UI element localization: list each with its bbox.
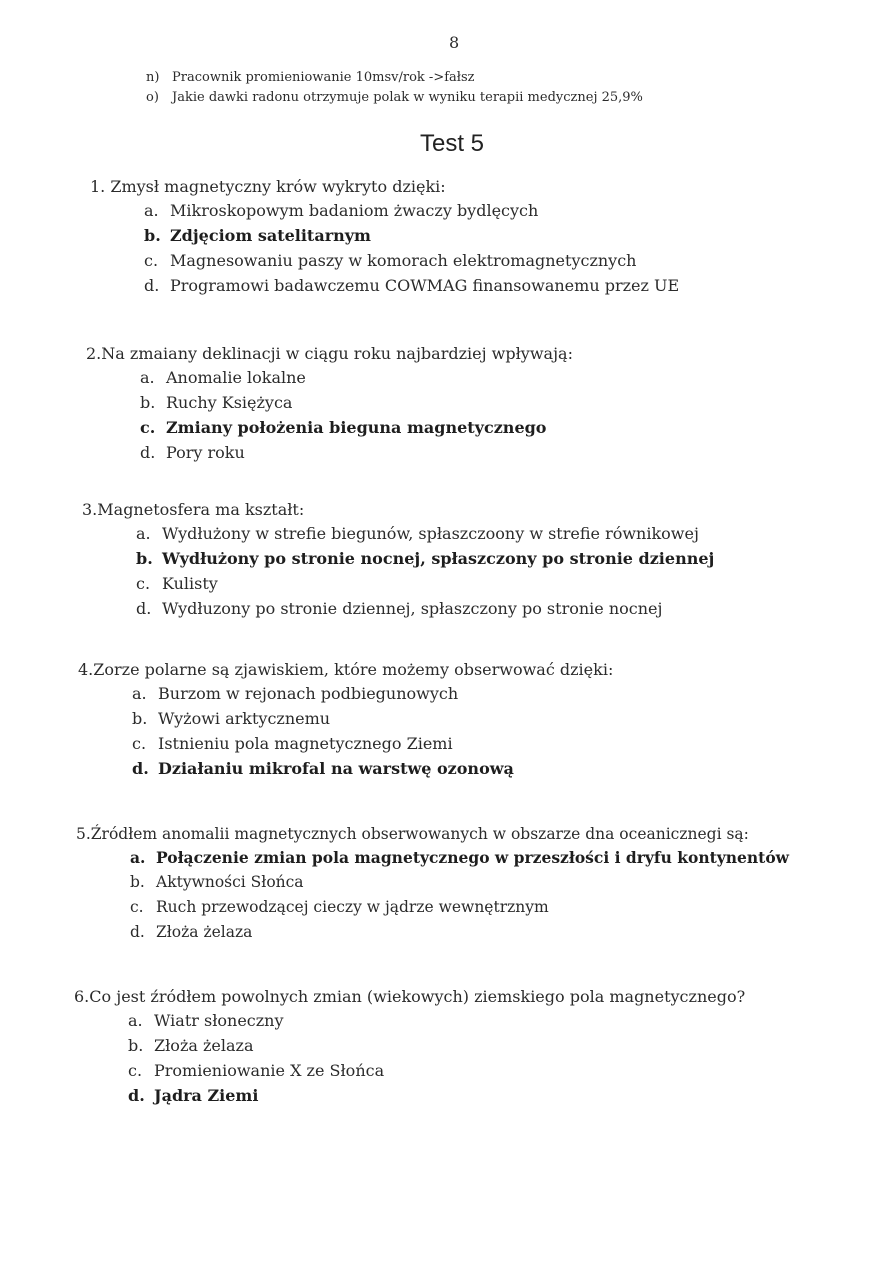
- option-letter: d.: [130, 923, 145, 941]
- option-d: [144, 273, 679, 298]
- option-letter: c.: [128, 1061, 143, 1080]
- question-text: 5.Źródłem anomalii magnetycznych obserwowanych w obszarze dna oceanicznegi są:: [76, 825, 749, 843]
- option-text: Złoża żelaza: [156, 923, 253, 941]
- option-text: Wydłuzony po stronie dziennej, spłaszczony po stronie nocnej: [162, 599, 663, 618]
- option-c: [132, 731, 613, 756]
- option-letter: b.: [130, 873, 145, 891]
- option-letter: a.: [140, 368, 155, 387]
- option-letter: a.: [144, 201, 159, 220]
- option-a: [144, 198, 679, 223]
- option-letter: d.: [136, 599, 152, 618]
- option-text: Ruch przewodzącej cieczy w jądrze wewnętrznym: [156, 898, 549, 916]
- option-letter: a.: [136, 524, 151, 543]
- option-letter: c.: [144, 251, 159, 270]
- option-text: Promieniowanie X ze Słońca: [154, 1061, 385, 1080]
- question-5: [76, 823, 789, 945]
- option-b: [132, 706, 613, 731]
- list-item: [146, 88, 643, 108]
- option-text: Zmiany położenia bieguna magnetycznego: [166, 418, 547, 437]
- option-b: [130, 870, 789, 895]
- question-4: [78, 659, 613, 781]
- previous-items: [146, 68, 643, 108]
- option-letter: c.: [130, 898, 144, 916]
- option-a-correct: [130, 845, 789, 870]
- item-text: Pracownik promieniowanie 10msv/rok ->fałsz: [172, 70, 475, 85]
- option-text: Anomalie lokalne: [166, 368, 306, 387]
- answer-options: [130, 845, 789, 945]
- option-d-correct: [132, 756, 613, 781]
- question-text: 4.Zorze polarne są zjawiskiem, które możemy obserwować dzięki:: [78, 660, 614, 679]
- answer-options: [132, 681, 613, 781]
- item-letter: o): [146, 90, 159, 105]
- question-2: [86, 343, 573, 465]
- option-letter: c.: [132, 734, 147, 753]
- option-letter: c.: [136, 574, 151, 593]
- page-number: 8: [449, 33, 460, 52]
- option-text: Złoża żelaza: [154, 1036, 254, 1055]
- answer-options: [136, 521, 714, 621]
- option-text: Burzom w rejonach podbiegunowych: [158, 684, 459, 703]
- question-text: 6.Co jest źródłem powolnych zmian (wiekowych) ziemskiego pola magnetycznego?: [74, 987, 746, 1006]
- option-letter: d.: [132, 759, 149, 778]
- option-text: Działaniu mikrofal na warstwę ozonową: [158, 759, 514, 778]
- test-title: Test 5: [420, 130, 485, 157]
- option-c: [136, 571, 714, 596]
- option-text: Wydłużony po stronie nocnej, spłaszczony po stronie dziennej: [162, 549, 715, 568]
- option-text: Aktywności Słońca: [156, 873, 304, 891]
- question-text: 2.Na zmaiany deklinacji w ciągu roku najbardziej wpływają:: [86, 344, 573, 363]
- option-a: [136, 521, 714, 546]
- option-letter: d.: [128, 1086, 145, 1105]
- option-text: Wydłużony w strefie biegunów, spłaszczoony w strefie równikowej: [162, 524, 699, 543]
- question-text: 1. Zmysł magnetyczny krów wykryto dzięki:: [90, 177, 446, 196]
- option-a: [140, 365, 573, 390]
- option-letter: d.: [144, 276, 160, 295]
- answer-options: [144, 198, 679, 298]
- item-text: Jakie dawki radonu otrzymuje polak w wyniku terapii medycznej 25,9%: [172, 90, 643, 105]
- option-text: Istnieniu pola magnetycznego Ziemi: [158, 734, 453, 753]
- option-letter: a.: [128, 1011, 143, 1030]
- option-c: [130, 895, 789, 920]
- option-text: Połączenie zmian pola magnetycznego w przeszłości i dryfu kontynentów: [156, 848, 789, 867]
- option-letter: b.: [132, 709, 148, 728]
- option-a: [132, 681, 613, 706]
- option-text: Wiatr słoneczny: [154, 1011, 284, 1030]
- option-letter: b.: [128, 1036, 144, 1055]
- option-letter: c.: [140, 418, 156, 437]
- question-1: [90, 176, 679, 298]
- option-text: Wyżowi arktycznemu: [158, 709, 331, 728]
- answer-options: [128, 1008, 745, 1108]
- option-b-correct: [144, 223, 679, 248]
- option-letter: a.: [130, 848, 146, 867]
- question-6: [74, 986, 745, 1108]
- option-c: [144, 248, 679, 273]
- option-text: Programowi badawczemu COWMAG finansowanemu przez UE: [170, 276, 680, 295]
- option-a: [128, 1008, 745, 1033]
- option-letter: a.: [132, 684, 147, 703]
- option-b: [128, 1033, 745, 1058]
- option-text: Kulisty: [162, 574, 218, 593]
- option-text: Mikroskopowym badaniom żwaczy bydlęcych: [170, 201, 539, 220]
- option-b: [140, 390, 573, 415]
- answer-options: [140, 365, 573, 465]
- question-3: [82, 499, 714, 621]
- option-letter: b.: [136, 549, 153, 568]
- option-d: [136, 596, 714, 621]
- option-d-correct: [128, 1083, 745, 1108]
- option-text: Zdjęciom satelitarnym: [170, 226, 371, 245]
- list-item: [146, 68, 643, 88]
- item-letter: n): [146, 70, 160, 85]
- question-text: 3.Magnetosfera ma kształt:: [82, 500, 305, 519]
- option-d: [140, 440, 573, 465]
- option-c-correct: [140, 415, 573, 440]
- option-text: Pory roku: [166, 443, 245, 462]
- option-d: [130, 920, 789, 945]
- option-letter: b.: [140, 393, 156, 412]
- option-text: Ruchy Księżyca: [166, 393, 293, 412]
- option-text: Magnesowaniu paszy w komorach elektromagnetycznych: [170, 251, 637, 270]
- option-c: [128, 1058, 745, 1083]
- option-b-correct: [136, 546, 714, 571]
- option-letter: d.: [140, 443, 156, 462]
- option-letter: b.: [144, 226, 161, 245]
- option-text: Jądra Ziemi: [154, 1086, 259, 1105]
